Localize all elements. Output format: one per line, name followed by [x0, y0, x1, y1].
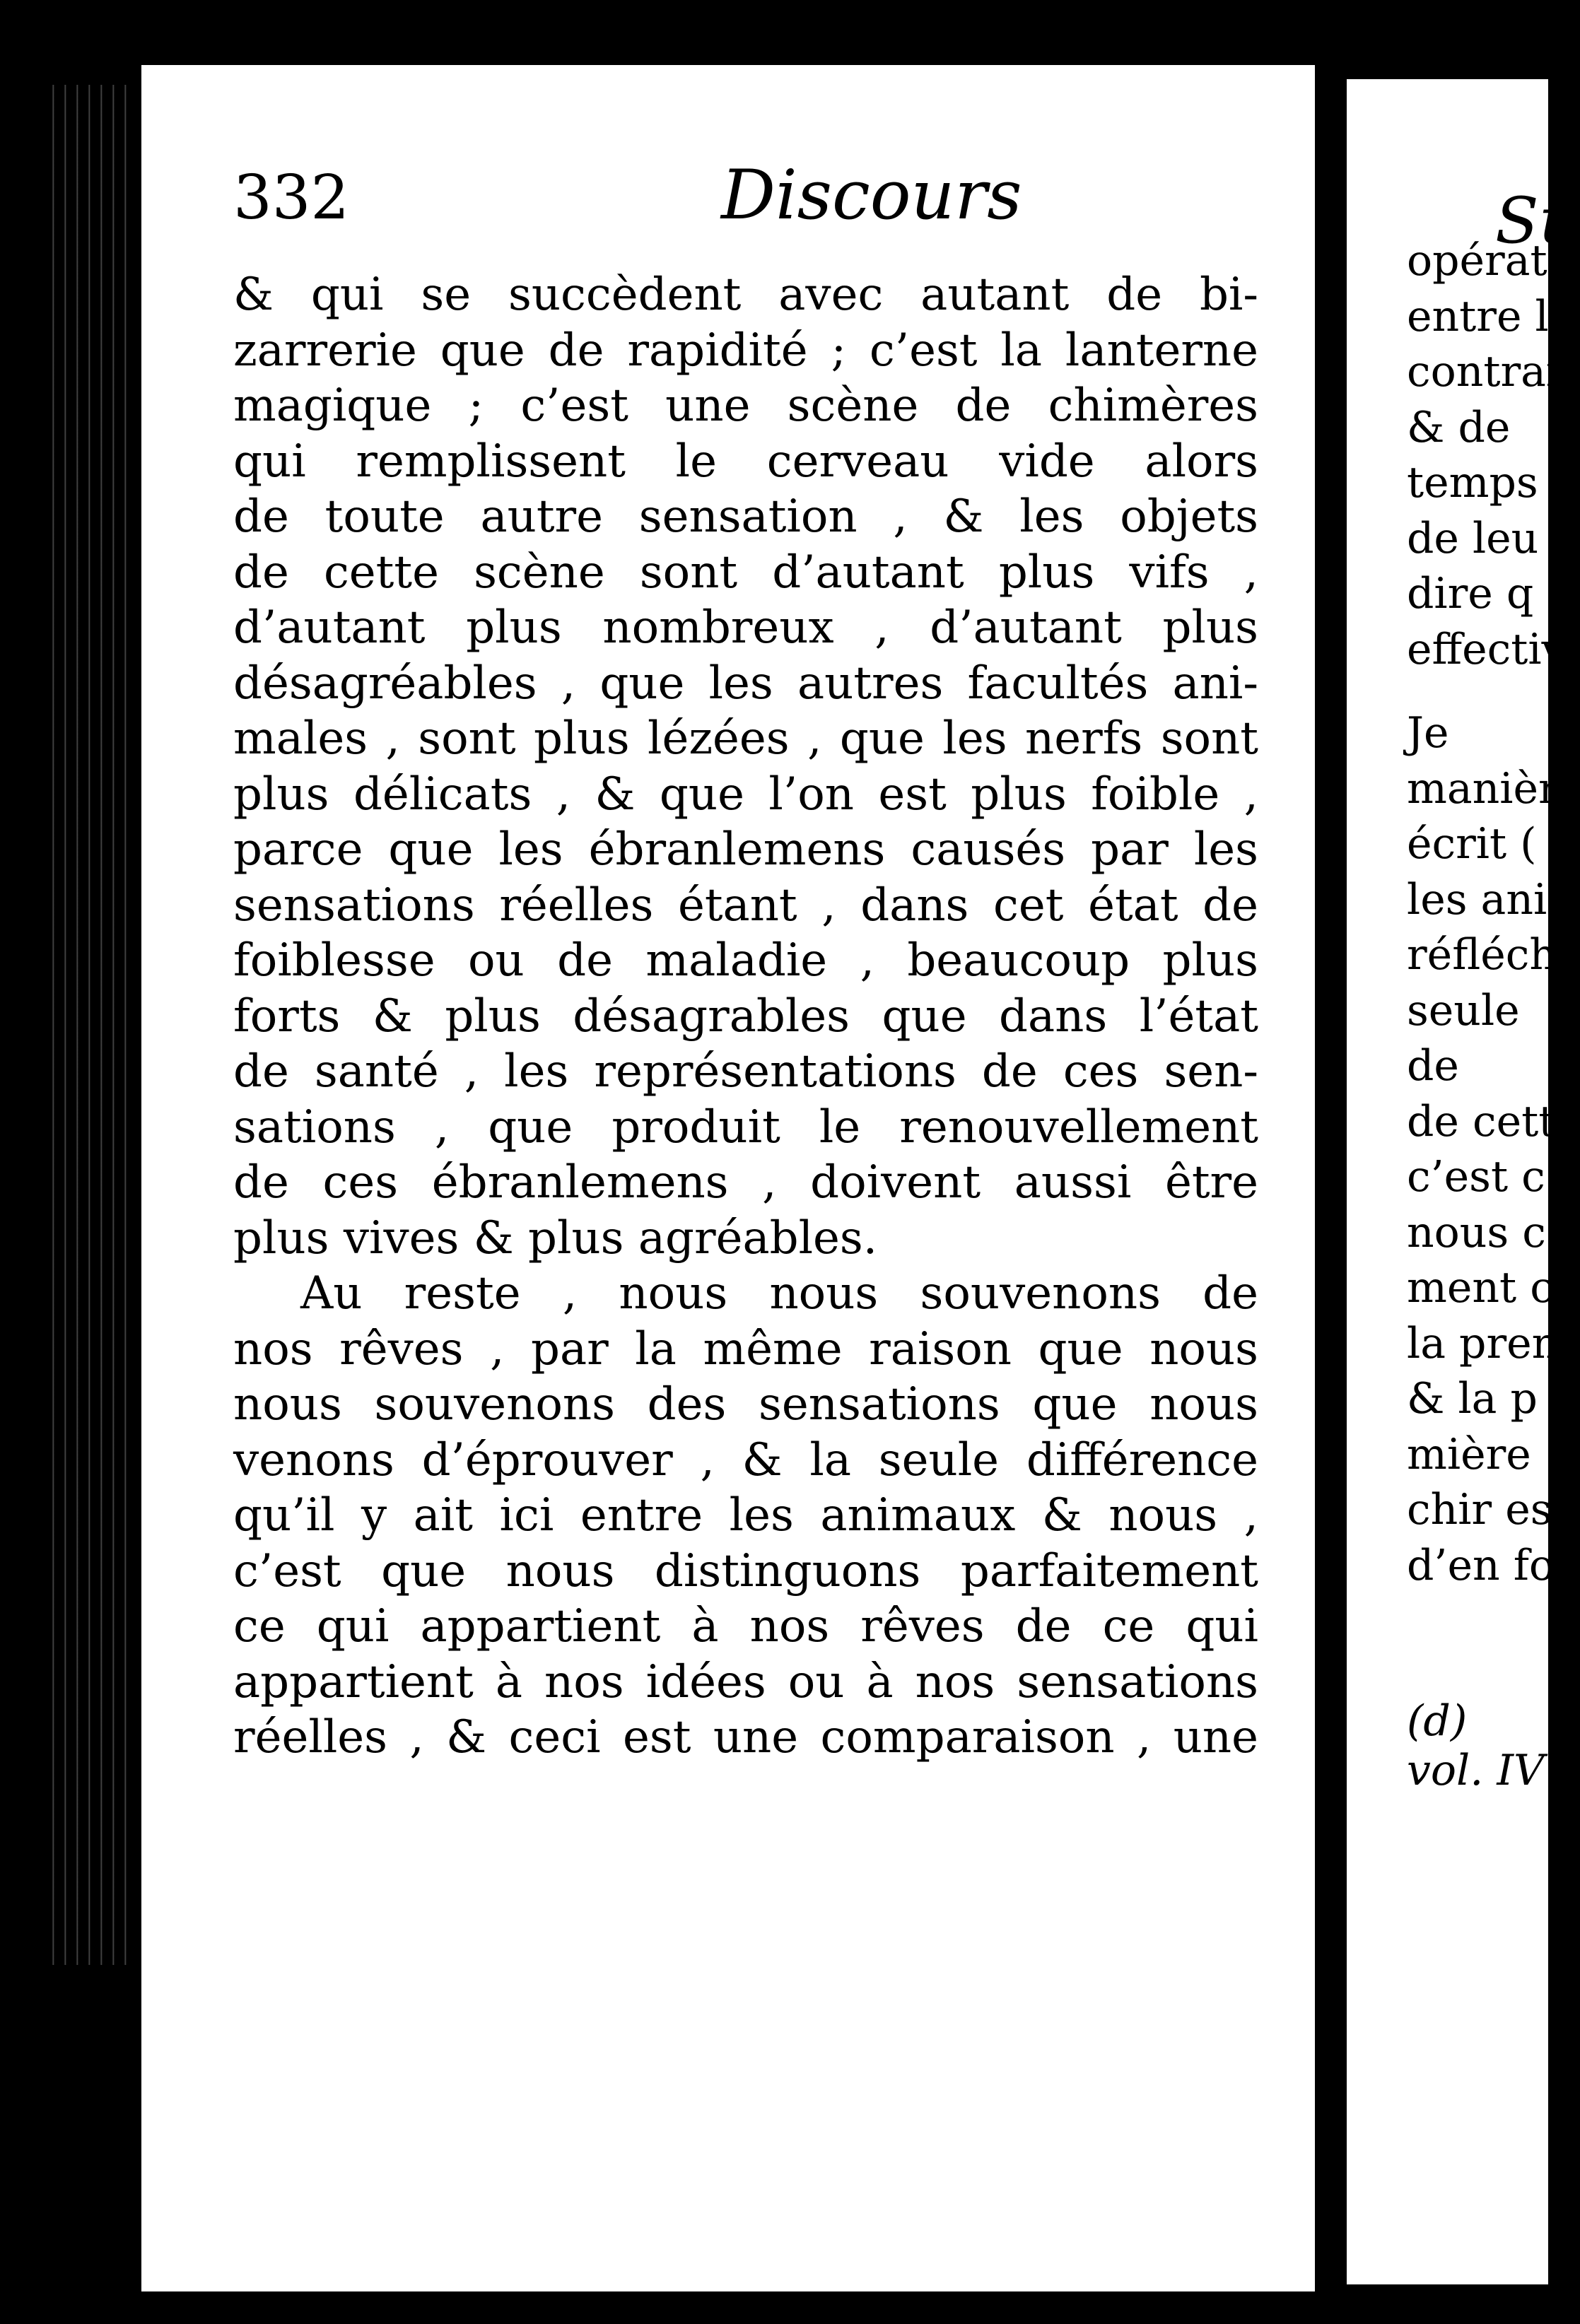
right-page-text — [1407, 233, 1566, 1593]
text-line: désagréables , que les autres facultés ani- — [233, 657, 1258, 710]
text-line: réfléch — [1407, 930, 1557, 980]
text-line: & la p — [1407, 1374, 1538, 1424]
page-edges — [42, 85, 127, 1965]
text-line: & de — [1407, 402, 1511, 452]
text-line: c’est c — [1407, 1152, 1545, 1202]
text-line: Au reste , nous nous souvenons de — [300, 1267, 1258, 1320]
text-line: & qui se succèdent avec autant de bi- — [233, 269, 1258, 321]
text-line: ce qui appartient à nos rêves de ce qui — [233, 1600, 1258, 1653]
text-line: temps , — [1407, 458, 1565, 507]
text-line: effectiv — [1407, 624, 1566, 674]
text-line: qu’il y ait ici entre les animaux & nous , — [233, 1489, 1258, 1542]
text-line: ment c — [1407, 1263, 1554, 1313]
text-line: mière — [1407, 1429, 1531, 1479]
text-line: parce que les ébranlemens causés par les — [233, 823, 1258, 876]
text-line: sations , que produit le renouvellement — [233, 1101, 1258, 1154]
text-line: de cette scène sont d’autant plus vifs , — [233, 546, 1258, 599]
text-line: entre l — [1407, 291, 1549, 341]
footnote-volume: vol. IV — [1407, 1746, 1545, 1795]
paragraph-gap — [1407, 677, 1548, 705]
text-line: de santé , les représentations de ces sen- — [233, 1045, 1258, 1098]
running-head: Discours — [721, 155, 1022, 235]
text-line: de ces ébranlemens , doivent aussi être — [233, 1156, 1258, 1209]
right-running-head: Su — [1495, 184, 1580, 258]
text-line: qui remplissent le cerveau vide alors — [233, 435, 1258, 488]
text-line: la pren — [1407, 1318, 1559, 1368]
text-line: de cett — [1407, 1096, 1556, 1146]
text-line: magique ; c’est une scène de chimères — [233, 380, 1258, 432]
text-line: plus délicats , & que l’on est plus foible , — [233, 768, 1258, 821]
text-line: zarrerie que de rapidité ; c’est la lanterne — [233, 324, 1258, 377]
text-line: nous souvenons des sensations que nous — [233, 1378, 1258, 1431]
text-line: foiblesse ou de maladie , beaucoup plus — [233, 934, 1258, 987]
footnote-marker: (d) — [1407, 1696, 1468, 1746]
text-line: d’autant plus nombreux , d’autant plus — [233, 601, 1258, 654]
text-line: chir es — [1407, 1485, 1552, 1534]
text-line: contrai — [1407, 347, 1560, 397]
text-line: seule — [1407, 985, 1520, 1035]
text-line: opérati — [1407, 236, 1561, 286]
text-line: males , sont plus lézées , que les nerfs sont — [233, 712, 1258, 765]
text-line: d’en fo — [1407, 1540, 1555, 1590]
text-line: les ani — [1407, 874, 1547, 925]
text-line: de toute autre sensation , & les objets — [233, 491, 1258, 543]
text-line: écrit ( — [1407, 819, 1537, 869]
text-line: sensations réelles étant , dans cet état de — [233, 879, 1258, 932]
text-line: plus vives & plus agréables. — [233, 1211, 878, 1264]
text-line: appartient à nos idées ou à nos sensations — [233, 1655, 1258, 1708]
text-line: de leu — [1407, 513, 1539, 563]
text-line: réelles , & ceci est une comparaison , une — [233, 1711, 1258, 1763]
text-line: de — [1407, 1041, 1459, 1091]
body-text — [233, 267, 1258, 1766]
text-line: manièr — [1407, 763, 1559, 814]
text-line: forts & plus désagrables que dans l’état — [233, 990, 1258, 1043]
text-line: c’est que nous distinguons parfaitement — [233, 1544, 1258, 1597]
text-line: venons d’éprouver , & la seule différence — [233, 1433, 1258, 1486]
text-line: Je — [1407, 708, 1449, 758]
text-line: nous c — [1407, 1207, 1546, 1257]
right-footnote — [1407, 1696, 1544, 1795]
text-line: dire q — [1407, 569, 1534, 618]
page-number: 332 — [233, 163, 350, 233]
page-header — [233, 155, 1294, 269]
text-line: nos rêves , par la même raison que nous — [233, 1322, 1258, 1375]
